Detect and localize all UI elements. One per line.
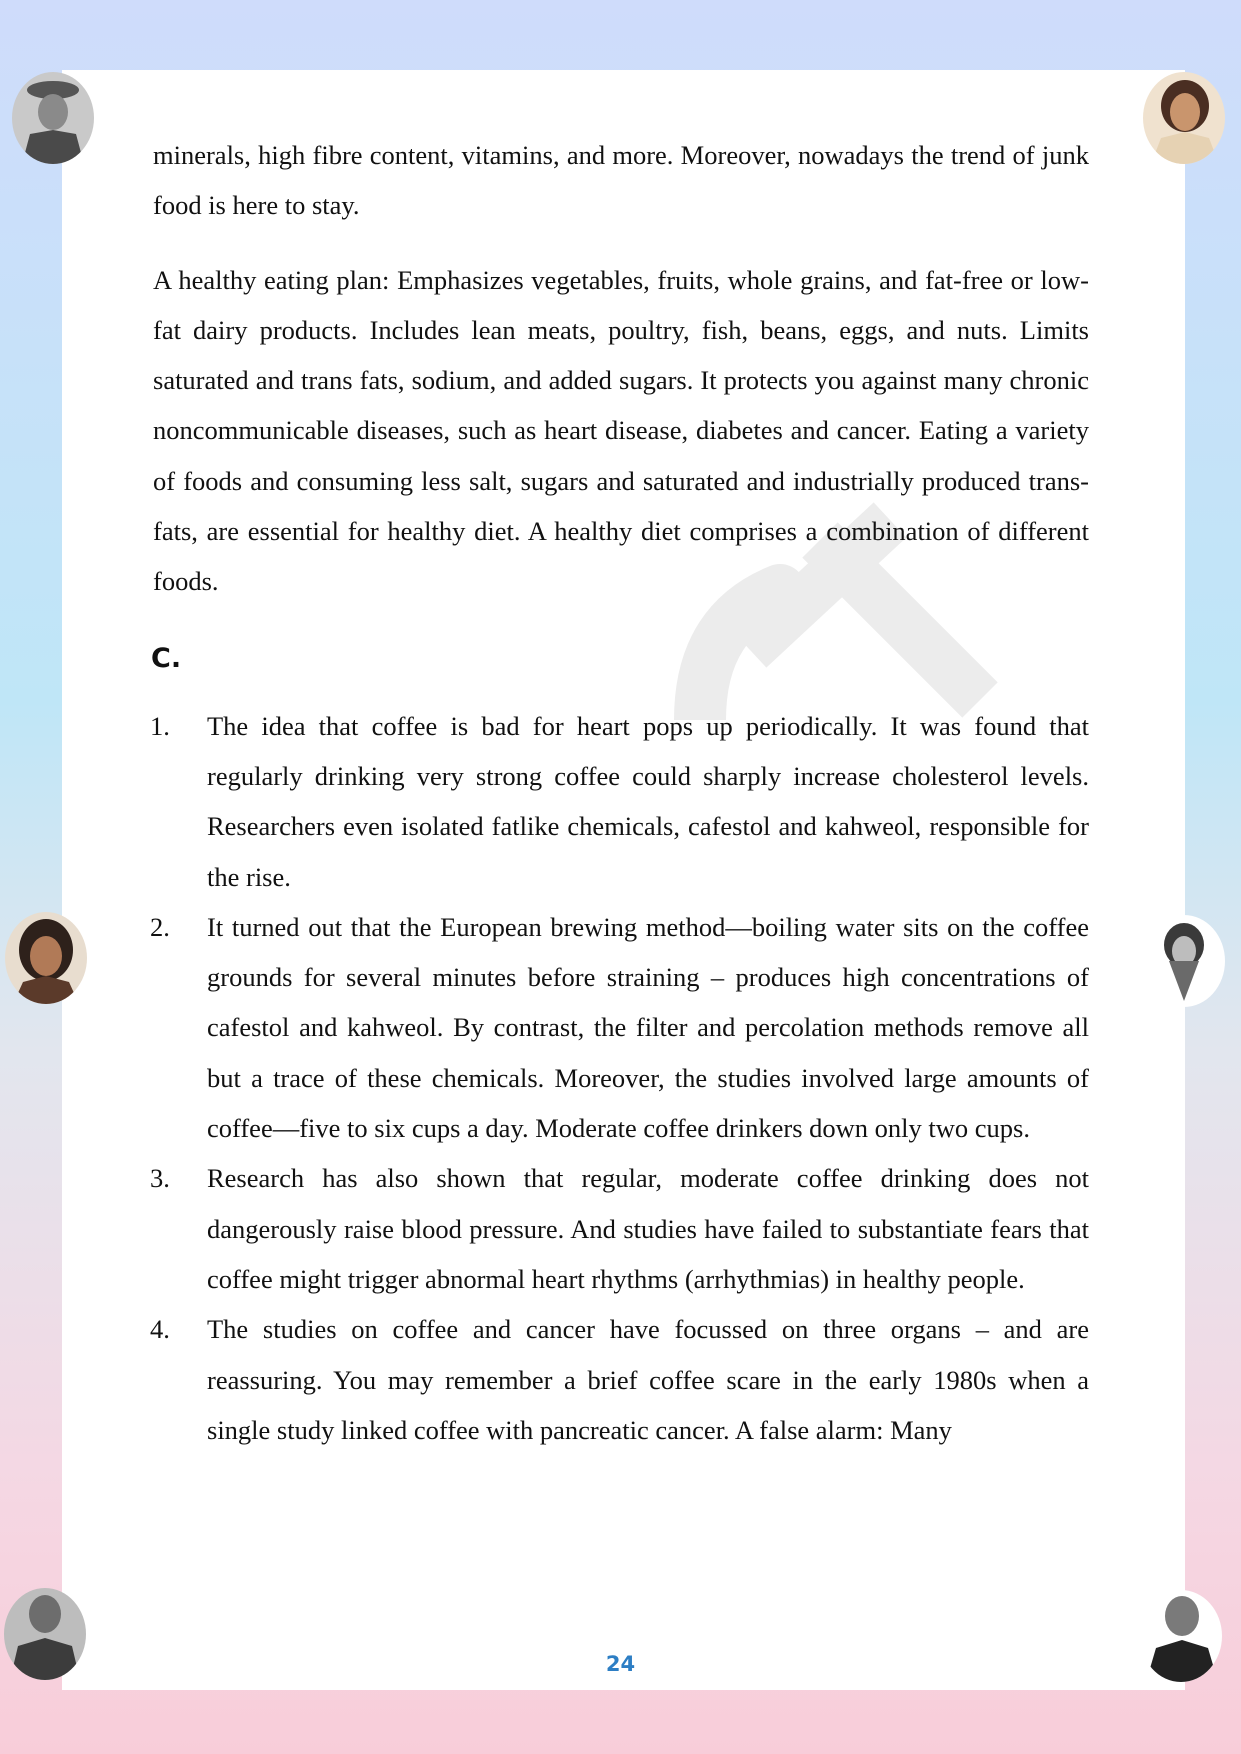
portrait-top-left [12,72,94,164]
list-item-text: The idea that coffee is bad for heart pops up periodically. It was found that regularly drinking very strong coffee could sharply increase cholesterol levels. Researchers even isolated fatlike chemicals, cafestol and kahweol, responsible for the rise. [207,710,1089,892]
portrait-middle-left [5,912,87,1004]
list-item [150,1153,1089,1304]
list-item-text: Research has also shown that regular, moderate coffee drinking does not dangerously raise blood pressure. And studies have failed to substantiate fears that coffee might trigger abnormal heart rhythms (arrhythmias) in healthy people. [207,1163,1089,1294]
list-item-number: 1. [150,710,170,741]
page-number: 24 [605,1652,636,1676]
list-item [150,902,1089,1153]
list-item [150,1304,1089,1455]
coffee-facts-list [150,701,1089,1455]
list-item-text: The studies on coffee and cancer have focussed on three organs – and are reassuring. You may remember a brief coffee scare in the early 1980s when a single study linked coffee with pancreatic cancer. A false alarm: Many [207,1314,1089,1445]
paragraph-junk-food: minerals, high fibre content, vitamins, and more. Moreover, nowadays the trend of junk food is here to stay. [153,140,1089,221]
portrait-top-right [1143,72,1225,164]
list-item-number: 4. [150,1314,170,1345]
document-body [150,130,1089,1455]
list-item [150,701,1089,902]
portrait-middle-right [1143,915,1225,1007]
list-item-number: 2. [150,911,170,942]
list-item-number: 3. [150,1163,170,1194]
list-item-text: It turned out that the European brewing method—boiling water sits on the coffee grounds for several minutes before straining – produces high concentrations of cafestol and kahweol. By contrast, the filter and percolation methods remove all but a trace of these chemicals. Moreover, the studies involved large amounts of coffee—five to six cups a day. Moderate coffee drinkers down only two cups. [207,911,1089,1144]
section-heading: C. [151,642,182,674]
paragraph-healthy-eating-plan: A healthy eating plan: Emphasizes vegetables, fruits, whole grains, and fat-free or low-fat dairy products. Includes lean meats, poultry, fish, beans, eggs, and nuts. Limits saturated and trans fats, sodium, and added sugars. It protects you against many chronic noncommunicable diseases, such as heart disease, diabetes and cancer. Eating a variety of foods and consuming less salt, sugars and saturated and industrially produced trans-fats, are essential for healthy diet. A healthy diet comprises a combination of different foods. [153,264,1089,597]
